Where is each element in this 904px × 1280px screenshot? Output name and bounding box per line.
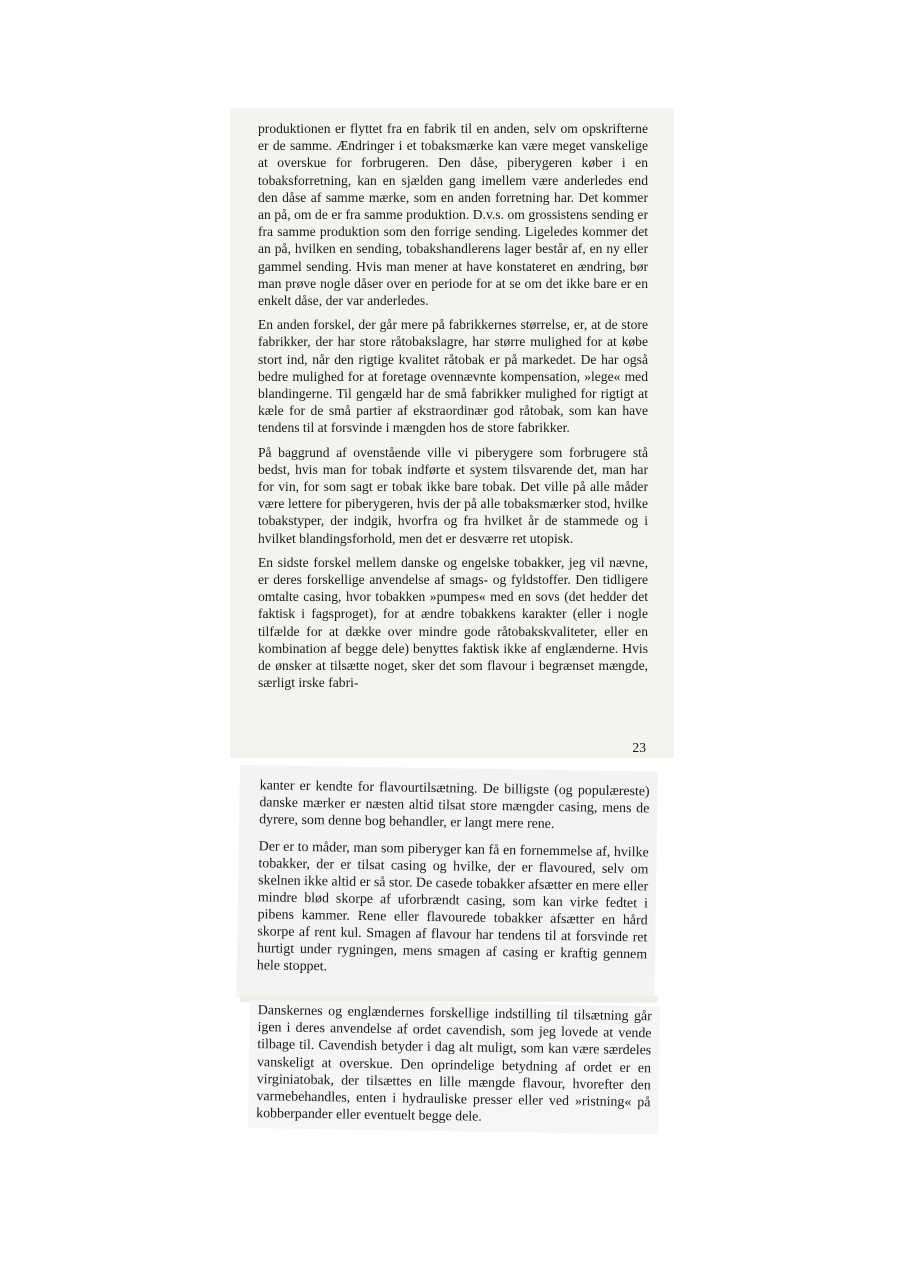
paragraph: kanter er kendte for flavourtilsætning. De billigste (og populæreste) danske mærker er næsten altid tilsat store mængder casing, mens de dyrere, som denne bog behandler, er langt mere rene. xyxy=(259,778,650,832)
scan-fragment-cavendish xyxy=(248,1000,660,1134)
paragraph: Der er to måder, man som piberyger kan få en fornemmelse af, hvilke tobakker, der er tilsat casing og hvilke, der er flavoured, selv om skelnen ikke altid er så stor. De casede tobakker afsætter en mere eller mindre blød skorpe af uforbrændt casing, som kan virke fedtet i pibens kammer. Rene eller flavourede tobakker afsætter en hård skorpe af rent kul. Smagen af flavour har tendens til at forsvinde ret hurtigt under rygningen, mens smagen af casing er kraftig gennem hele stoppet. xyxy=(256,839,649,975)
paragraph: En sidste forskel mellem danske og engelske tobakker, jeg vil nævne, er deres forskellige anvendelse af smags- og fyldstoffer. Den tidligere omtalte casing, hvor tobakken »pumpes« med en sovs (det hedder det faktisk i fagsproget), for at ændre tobakkens karakter (eller i nogle tilfælde for at dække over mindre gode råtobakskvaliteter, eller en kombination af begge dele) benyttes faktisk ikke af englænderne. Hvis de ønsker at tilsætte noget, sker det som flavour i begrænset mængde, særligt irske fabri- xyxy=(258,554,648,691)
scan-fragment-continuation xyxy=(236,765,658,1004)
page-number: 23 xyxy=(632,739,646,755)
scan-page-23 xyxy=(230,108,674,758)
paragraph: En anden forskel, der går mere på fabrikkernes størrelse, er, at de store fabrikker, der har store råtobakslagre, har større mulighed for at købe stort ind, når den rigtige kvalitet råtobak er på markedet. De har også bedre mulighed for at foretage ovennævnte kompensation, »lege« med blandingerne. Til gengæld har de små fabrikker mulighed for rigtigt at kæle for de små partier af ekstraordinær god råtobak, som kan have tendens til at forsvinde i mængden hos de store fabrikker. xyxy=(258,317,648,436)
paragraph: På baggrund af ovenstående ville vi piberygere som forbrugere stå bedst, hvis man for tobak indførte et system tilsvarende det, man har for vin, for som sagt er tobak ikke bare tobak. Det ville på alle måder være lettere for piberygeren, hvis der på alle tobaksmærker stod, hvilke tobakstyper, der indgik, hvorfra og fra hvilket år de stammede og i hvilket blandingsforhold, men det er desværre ret utopisk. xyxy=(258,444,648,546)
paragraph: produktionen er flyttet fra en fabrik til en anden, selv om opskrifterne er de samme. Ændringer i et tobaksmærke kan være meget vanskelige at overskue for forbrugeren. Den dåse, piberygeren køber i en tobaksforretning, kan en sjælden gang imellem være anderledes end den dåse af samme mærke, som en anden forretning har. Det kommer an på, om de er fra samme produktion. D.v.s. om grossistens sending er fra samme produktion som den forrige sending. Ligeledes kommer det an på, hvilken en sending, tobakshandlerens lager består af, en ny eller gammel sending. Hvis man mener at have konstateret en ændring, bør man prøve nogle dåser over en periode for at se om det ikke bare er en enkelt dåse, der var anderledes. xyxy=(258,121,648,309)
paragraph: Danskernes og englændernes forskellige indstilling til tilsætning går igen i deres anvendelse af ordet cavendish, som jeg lovede at vende tilbage til. Cavendish betyder i dag alt muligt, som kan være særdeles vanskeligt at overskue. Den oprindelige betydning af ordet er en virginiatobak, der tilsættes en lille mængde flavour, hvorefter den varmebehandles, enten i hydrauliske presser eller ved »ristning« på kobberpander eller eventuelt begge dele. xyxy=(256,1003,652,1125)
